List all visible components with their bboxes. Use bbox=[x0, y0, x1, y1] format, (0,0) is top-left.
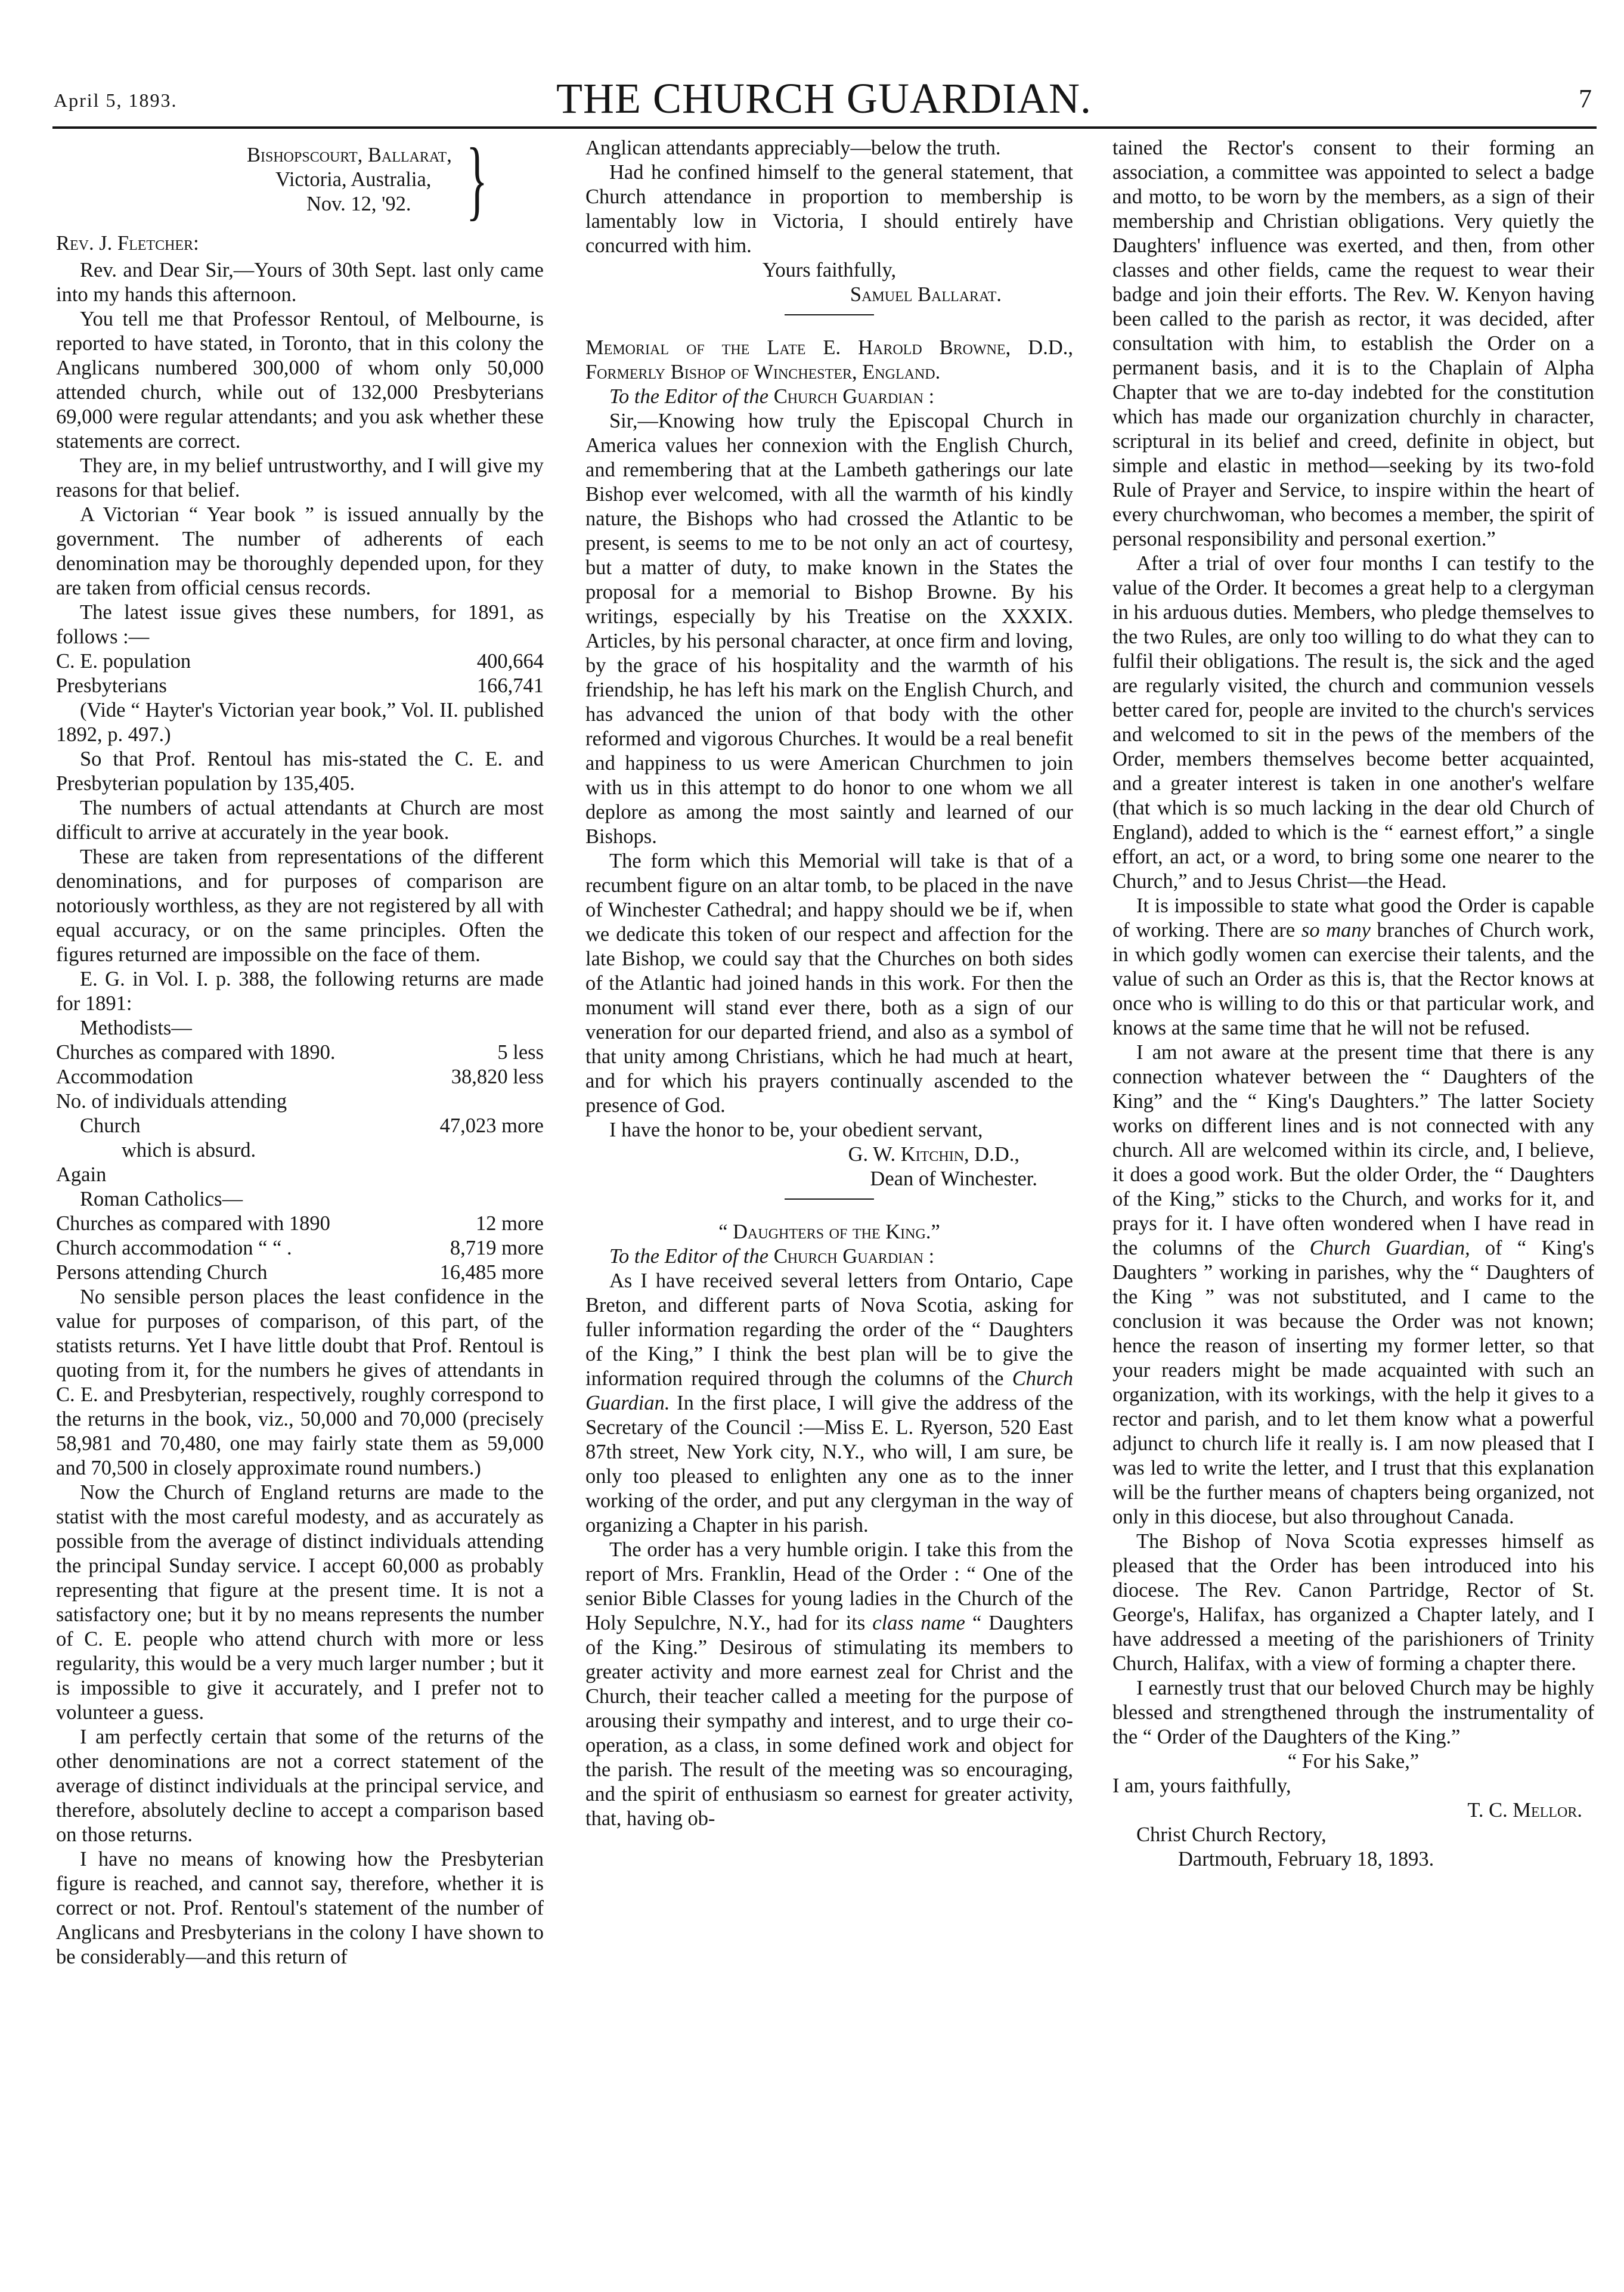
text-run: “ Daughters of the King.” Desirous of stimulating its members to greater activity and more earnest zeal for Christ and the Church, their teacher called a meeting for the purpose of arousing their sympathy and interest, and to urge their co-operation, as a class, in some defined work and object for the parish. The result of the meeting was so encouraging, and the spirit of enthusiasm so earnest for greater activity, that, having ob- bbox=[585, 1612, 1073, 1830]
sender-place: Christ Church Rectory, bbox=[1136, 1823, 1327, 1846]
table-row bbox=[56, 674, 544, 698]
text-run: As I have received several letters from Ontario, Cape Breton, and different parts of Nova Scotia, asking for fuller information regarding the order of the “ Daughters of the King,” I think the best plan will be to give the information required through the columns of the bbox=[585, 1269, 1073, 1390]
letter-address bbox=[247, 136, 544, 229]
paragraph bbox=[1112, 894, 1594, 1040]
to-editor-paper: Church Guardian bbox=[773, 1245, 923, 1268]
paragraph: The Bishop of Nova Scotia expresses himself as pleased that the Order has been introduced into his diocese. The Rev. Canon Partridge, Rector of St. George's, Halifax, has organized a Chapter lately, and I have addressed a meeting of the parishioners of Trinity Church, Halifax, with a view of forming a chapter there. bbox=[1112, 1530, 1594, 1675]
paragraph: Now the Church of England returns are made to the statist with the most careful modesty, and as accurately as possible from the average of distinct individuals attending the principal Sunday service. I accept 60,000 as probably representing that figure at the present time. It is not a satisfactory one; but it by no means represents the number of C. E. people who attend church with more or less regularity, this would be a very much larger number ; but it is impossible to give it accurately, and I prefer not to volunteer a guess. bbox=[56, 1481, 544, 1724]
paragraph bbox=[585, 1538, 1073, 1831]
address-line-1: Bishopscourt, Ballarat, bbox=[247, 143, 452, 166]
paragraph: (Vide “ Hayter's Victorian year book,” Vol. II. published 1892, p. 497.) bbox=[56, 699, 544, 746]
paragraph: E. G. in Vol. I. p. 388, the following returns are made for 1891: bbox=[56, 968, 544, 1015]
signature: T. C. Mellor. bbox=[1467, 1799, 1582, 1822]
paragraph bbox=[585, 1269, 1073, 1538]
column-2 bbox=[585, 136, 1073, 2259]
to-editor-paper: Church Guardian bbox=[773, 385, 923, 408]
masthead-rule bbox=[52, 126, 1597, 129]
masthead bbox=[54, 76, 1594, 124]
row-value: 47,023 more bbox=[439, 1114, 544, 1137]
paragraph: Had he confined himself to the general statement, that Church attendance in proportion to membership is lamentably low in Victoria, I should entirely have concurred with him. bbox=[585, 161, 1073, 257]
row-label: Presbyterians bbox=[56, 674, 167, 697]
row-label: Accommodation bbox=[56, 1066, 193, 1088]
row-value: 5 less bbox=[497, 1041, 544, 1064]
table-row bbox=[56, 1114, 544, 1138]
column-3 bbox=[1112, 136, 1594, 2259]
issue-date: April 5, 1893. bbox=[54, 89, 178, 111]
newspaper-title: THE CHURCH GUARDIAN. bbox=[556, 75, 1092, 122]
section-rule bbox=[785, 1198, 874, 1200]
text-run: Church Guardian. bbox=[585, 1367, 1073, 1414]
paragraph: I have no means of knowing how the Presbyterian figure is reached, and cannot say, therefore, whether it is correct or not. Prof. Rentoul's statement of the number of Anglicans and Presbyterians in the colony I have shown to be considerably—and this return of bbox=[56, 1848, 544, 1968]
address-line-3: Nov. 12, '92. bbox=[306, 192, 411, 215]
text-run: Church Guardian, bbox=[1309, 1237, 1470, 1259]
table-note: which is absurd. bbox=[122, 1139, 256, 1162]
page-number: 7 bbox=[1579, 84, 1592, 113]
paragraph: After a trial of over four months I can testify to the value of the Order. It becomes a great help to a clergyman in his arduous duties. Members, who pledge themselves to the two Rules, are only too willing to do what they can to fulfil their obligations. The result is, the sick and the aged are regularly visited, the church and communion vessels better cared for, people are invited to the church's services and welcomed to sit in the pews of the members of the Order, members themselves become better acquainted, and a greater interest is taken in one another's welfare (that which is so much lacking in the dear old Church of England), added to which is the “ earnest effort,” a single effort, an act, or a word, to bring some one nearer to the Church,” and to Jesus Christ—the Head. bbox=[1112, 552, 1594, 893]
section-rule bbox=[785, 314, 874, 315]
text-run: I am not aware at the present time that there is any connection whatever between the “ Daughters of the King” and the “ King's Daughters.” The latter Society works on different lines and is not connected with any church. All are welcomed within its circle, and, I believe, it does a good work. But the older Order, the “ Daughters of the King,” sticks to the Church, and works for it, and prays for it. I have often wondered when I have read in the columns of the bbox=[1112, 1041, 1594, 1259]
closing: Yours faithfully, bbox=[762, 259, 897, 281]
to-editor-prefix: To the Editor of the bbox=[609, 1245, 769, 1268]
text-run: branches of Church work, in which godly women can exercise their talents, and the value of such an Order as this is, that the Rector knows at once who is willing to do this or that particular work, and knows at the same time that he will not be refused. bbox=[1112, 919, 1594, 1039]
signature-title: Dean of Winchester. bbox=[870, 1167, 1037, 1190]
table-note: Again bbox=[56, 1163, 107, 1186]
row-value: 38,820 less bbox=[451, 1066, 544, 1088]
column-1 bbox=[56, 136, 544, 2259]
paragraph: The form which this Memorial will take is that of a recumbent figure on an altar tomb, to be placed in the nave of Winchester Cathedral; and happy should we be if, when we dedicate this token of our respect and affection for the late Bishop, we could say that the Churches on both sides of the Atlantic had joined hands in this work. For then the monument will stand ever there, both as a sign of our veneration for our departed friend, and also as a symbol of that unity among Christians, which he had much at heart, and for which his prayers continually ascended to the presence of God. bbox=[585, 850, 1073, 1117]
table-row bbox=[56, 1065, 544, 1089]
address-line-2: Victoria, Australia, bbox=[275, 168, 432, 191]
text-run: It is impossible to state what good the Order is capable of working. There are bbox=[1112, 894, 1594, 941]
table-row bbox=[56, 1212, 544, 1236]
text-run: class name bbox=[872, 1612, 965, 1634]
table-heading: Roman Catholics— bbox=[80, 1188, 243, 1210]
to-editor-prefix: To the Editor of the bbox=[609, 385, 769, 408]
row-value: 400,664 bbox=[476, 650, 544, 673]
salutation: Rev. J. Fletcher: bbox=[56, 232, 199, 255]
row-value: 16,485 more bbox=[439, 1261, 544, 1284]
paragraph: These are taken from representations of the different denominations, and for purposes of comparison are notoriously worthless, as they are not registered by all with equal accuracy, or on the same principles. Often the figures returned are impossible on the face of them. bbox=[56, 845, 544, 966]
row-label: Church bbox=[80, 1114, 141, 1137]
paragraph: The latest issue gives these numbers, for 1891, as follows :— bbox=[56, 601, 544, 648]
section-heading: Memorial of the Late E. Harold Browne, D.D., Formerly Bishop of Winchester, England. bbox=[585, 336, 1073, 383]
row-label: Persons attending Church bbox=[56, 1261, 268, 1284]
text-run: In the first place, I will give the address of the Secretary of the Council :—Miss E. L. Ryerson, 520 East 87th street, New York city, N.Y., who will, I am sure, be only too pleased to enlighten any one as to the inner working of the order, and put any clergyman in the way of organizing a Chapter in his parish. bbox=[585, 1392, 1073, 1537]
paragraph: Rev. and Dear Sir,—Yours of 30th Sept. last only came into my hands this afternoon. bbox=[56, 259, 544, 306]
row-label: Churches as compared with 1890. bbox=[56, 1041, 336, 1064]
row-value: 12 more bbox=[475, 1212, 544, 1235]
section-heading: “ Daughters of the King.” bbox=[718, 1221, 940, 1243]
paragraph: No sensible person places the least confidence in the value for purposes of comparison, of this part, of the statists returns. Yet I have little doubt that Prof. Rentoul is quoting from it, for the numbers he gives of attendants in C. E. and Presbyterian, respectively, roughly correspond to the returns in the book, viz., 50,000 and 70,000 (precisely 58,981 and 70,480, one may fairly state them as 59,000 and 70,500 in closely approximate round numbers.) bbox=[56, 1286, 544, 1479]
row-label: C. E. population bbox=[56, 650, 191, 673]
table-row bbox=[56, 649, 544, 674]
paragraph: I earnestly trust that our beloved Church may be highly blessed and strengthened through the instrumentality of the “ Order of the Daughters of the King.” bbox=[1112, 1677, 1594, 1748]
paragraph: You tell me that Professor Rentoul, of Melbourne, is reported to have stated, in Toronto, that in this colony the Anglicans numbered 300,000 of whom only 50,000 attended church, while out of 132,000 Presbyterians 69,000 were regular attendants; and you ask whether these statements are correct. bbox=[56, 308, 544, 453]
paragraph: Anglican attendants appreciably—below the truth. bbox=[585, 137, 1001, 159]
row-value: 8,719 more bbox=[450, 1237, 544, 1259]
motto: “ For his Sake,” bbox=[1287, 1750, 1420, 1773]
table-row bbox=[56, 1236, 544, 1260]
paragraph: I have the honor to be, your obedient servant, bbox=[609, 1119, 983, 1141]
to-editor-suffix: : bbox=[928, 1245, 935, 1268]
paragraph: Sir,—Knowing how truly the Episcopal Church in America values her connexion with the English Church, and remembering that at the Lambeth gatherings our late Bishop ever welcomed, with all the warmth of his kindly nature, the Bishops who had crossed the Atlantic to be present, is seems to me to be not only an act of courtesy, but a matter of duty, to make known in the States the proposal for a memorial to Bishop Browne. By his writings, especially by his Treatise on the XXXIX. Articles, by his personal character, at once firm and loving, by the grace of his hospitality and the warmth of his friendship, he has left his mark on the English Church, and has advanced the union of that body with the other reformed and vigorous Churches. It would be a real benefit and happiness to us were American Churchmen to join with us in this attempt to do honor to one whom we all deplore as among the most saintly and learned of our Bishops. bbox=[585, 410, 1073, 848]
row-label: Churches as compared with 1890 bbox=[56, 1212, 330, 1235]
paragraph: A Victorian “ Year book ” is issued annually by the government. The number of adherents of each denomination may be thoroughly depended upon, for they are taken from official census records. bbox=[56, 503, 544, 599]
paragraph bbox=[1112, 1040, 1594, 1529]
table-row bbox=[56, 1260, 544, 1285]
to-editor-line bbox=[585, 385, 1073, 409]
to-editor-line bbox=[585, 1244, 1073, 1269]
paragraph: I am perfectly certain that some of the returns of the other denominations are not a correct statement of the average of distinct individuals at the principal service, and therefore, absolutely decline to accept a comparison based on those returns. bbox=[56, 1726, 544, 1846]
row-label: Church accommodation “ “ . bbox=[56, 1237, 292, 1259]
text-run: so many bbox=[1301, 919, 1371, 941]
to-editor-suffix: : bbox=[928, 385, 935, 408]
address-brace: } bbox=[466, 136, 488, 229]
closing: I am, yours faithfully, bbox=[1112, 1774, 1291, 1797]
signature: Samuel Ballarat. bbox=[850, 283, 1002, 306]
table-row bbox=[56, 1040, 544, 1065]
text-run: The order has a very humble origin. I take this from the report of Mrs. Franklin, Head of the Order : “ One of the senior Bible Classes for young ladies in the Church of the Holy Sepulchre, N.Y., had for its bbox=[585, 1538, 1073, 1634]
table-row-label: No. of individuals attending bbox=[56, 1090, 287, 1113]
letter-date: Dartmouth, February 18, 1893. bbox=[1178, 1848, 1434, 1870]
text-run: of “ King's Daughters ” working in parishes, why the “ Daughters of the King ” was not substituted, and I came to the conclusion it was because the Order was not known; hence the reason of inserting my former letter, so that your readers might be made acquainted with such an organization, with its workings, with the help it gives to a rector and parish, and to let them know what a powerful adjunct to church life it really is. I am now pleased that I was led to write the letter, and I trust that this explanation will be the further means of chapters being organized, not only in this diocese, but also throughout Canada. bbox=[1112, 1237, 1594, 1528]
paragraph: The numbers of actual attendants at Church are most difficult to arrive at accurately in the year book. bbox=[56, 797, 544, 844]
paragraph: So that Prof. Rentoul has mis-stated the C. E. and Presbyterian population by 135,405. bbox=[56, 748, 544, 795]
paragraph: tained the Rector's consent to their forming an association, a committee was appointed to select a badge and motto, to be worn by the members, as a sign of their membership and Christian obligations. Very quietly the Daughters' influence was exerted, and then, from other classes and other fields, came the request to wear their badge and join their efforts. The Rev. W. Kenyon having been called to the parish as rector, it was decided, after consultation with him, to establish the Order on a permanent basis, and it is to the Chaplain of Alpha Chapter that we are to-day indebted for the constitution which has made our organization churchly in character, scriptural in its belief and creed, definite in object, but simple and elastic in method—seeking by its two-fold Rule of Prayer and Service, to inspire within the heart of every churchwoman, who becomes a member, the spirit of personal responsibility and personal exertion.” bbox=[1112, 137, 1594, 550]
signature: G. W. Kitchin, D.D., bbox=[848, 1143, 1019, 1166]
paragraph: They are, in my belief untrustworthy, and I will give my reasons for that belief. bbox=[56, 454, 544, 501]
table-heading: Methodists— bbox=[80, 1017, 192, 1039]
row-value: 166,741 bbox=[476, 674, 544, 697]
